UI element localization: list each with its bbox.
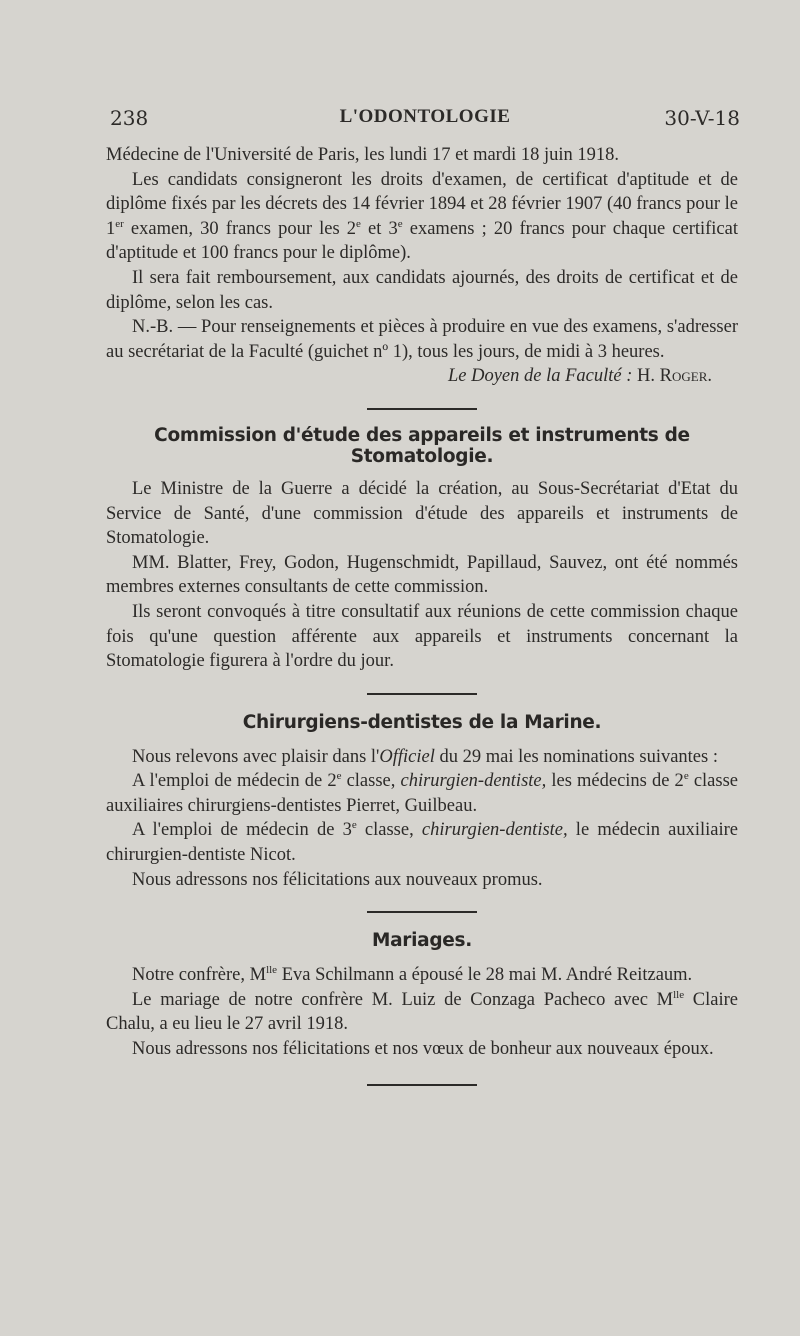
section-divider — [367, 1084, 477, 1086]
paragraph: Les candidats consigneront les droits d'examen, de certificat d'aptitude et de diplôme fixés par les décrets des 14 février 1894 et 28 février 1907 (40 francs pour le 1er examen, 30 francs pour les 2e et 3e examens ; 20 francs pour chaque certificat d'aptitude et 100 francs pour le diplôme). — [106, 169, 738, 264]
article-body — [106, 143, 738, 1086]
paragraph: Le mariage de notre confrère M. Luiz de Conzaga Pacheco avec $M^{lle}$ Claire Chalu, a eu lieu le 27 avril 1918. — [106, 988, 738, 1035]
signature-name: H. Roger. — [637, 366, 712, 387]
section-divider — [367, 408, 477, 410]
signature-role: Le Doyen de la Faculté : — [447, 366, 633, 387]
paragraph: Nous adressons nos félicitations aux nouveaux promus. — [132, 869, 543, 890]
section-divider — [367, 911, 477, 913]
paragraph: Le Ministre de la Guerre a décidé la création, au Sous-Secrétariat d'Etat du Service de Santé, d'une commission d'étude des appareils et instruments de Stomatologie. — [106, 478, 738, 549]
paragraph: Nous relevons avec plaisir dans l'Officiel du 29 mai les nominations suivantes : — [132, 746, 718, 767]
journal-title: L'ODONTOLOGIE — [339, 106, 511, 127]
page-number: 238 — [110, 106, 149, 130]
section-title: Commission d'étude des appareils et instruments de Stomatologie. — [154, 424, 690, 467]
paragraph: N.-B. — Pour renseignements et pièces à produire en vue des examens, s'adresser au secrétariat de la Faculté (guichet nº 1), tous les jours, de midi à 3 heures. — [106, 317, 738, 362]
paragraph: A l'emploi de médecin de 3e classe, chirurgien-dentiste, le médecin auxiliaire chirurgien-dentiste Nicot. — [106, 819, 739, 866]
running-header — [110, 106, 740, 136]
paragraph: Notre confrère, $M^{lle}$ Eva Schilmann a épousé le 28 mai M. André Reitzaum. — [132, 964, 693, 986]
paragraph: Médecine de l'Université de Paris, les lundi 17 et mardi 18 juin 1918. — [106, 145, 620, 165]
paragraph: Nous adressons nos félicitations et nos vœux de bonheur aux nouveaux époux. — [132, 1039, 714, 1060]
paragraph: A l'emploi de médecin de 2e classe, chirurgien-dentiste, les médecins de 2e classe auxiliaires chirurgiens-dentistes Pierret, Guilbeau. — [106, 770, 738, 816]
signature — [106, 364, 738, 389]
issue-date: 30-V-18 — [664, 106, 740, 130]
paragraph: Ils seront convoqués à titre consultatif aux réunions de cette commission chaque fois qu'une question afférente aux appareils et instruments concernant la Stomatologie figurera à l'ordre du jour. — [106, 601, 738, 672]
section-title: Chirurgiens-dentistes de la Marine. — [242, 711, 602, 733]
paragraph: MM. Blatter, Frey, Godon, Hugenschmidt, Papillaud, Sauvez, ont été nommés membres externes consultants de cette commission. — [106, 552, 738, 598]
section-title: Mariages. — [372, 930, 472, 952]
paragraph: Il sera fait remboursement, aux candidats ajournés, des droits de certificat et de diplôme, selon les cas. — [106, 267, 738, 313]
section-divider — [367, 693, 477, 695]
